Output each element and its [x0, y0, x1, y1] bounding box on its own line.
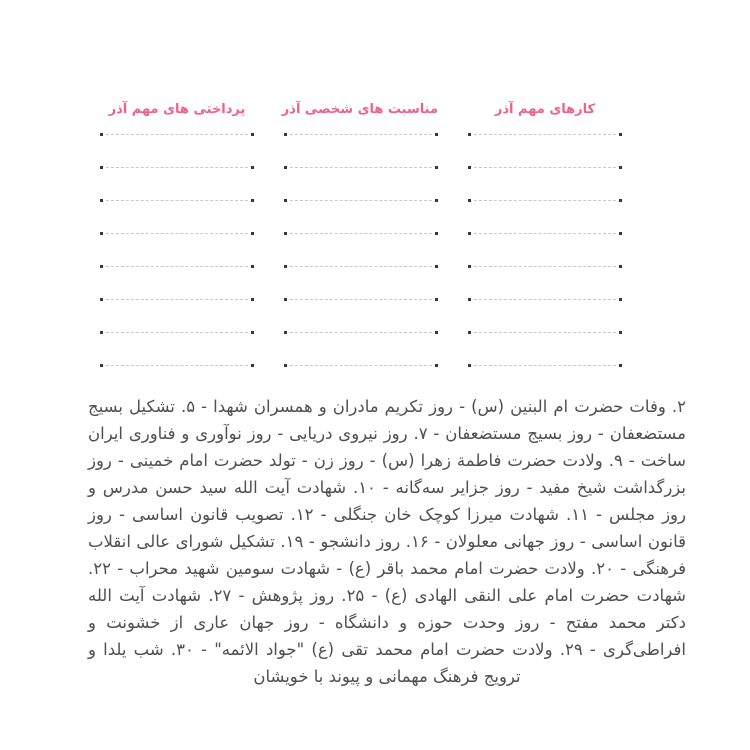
line-end-dot — [284, 133, 287, 136]
line-end-dot — [251, 199, 254, 202]
line-end-dot — [468, 364, 471, 367]
column-important-tasks — [468, 100, 622, 397]
writing-line — [100, 298, 254, 331]
line-end-dot — [468, 133, 471, 136]
line-end-dot — [435, 331, 438, 334]
column-title-important-payments: پرداختی های مهم آذر — [108, 102, 246, 117]
line-end-dot — [284, 298, 287, 301]
line-end-dot — [251, 133, 254, 136]
line-end-dot — [435, 364, 438, 367]
planner-columns — [100, 100, 622, 397]
column-important-payments — [100, 100, 254, 397]
line-end-dot — [251, 166, 254, 169]
writing-lines-personal-occasions — [284, 133, 438, 397]
line-end-dot — [100, 133, 103, 136]
line-end-dot — [619, 166, 622, 169]
column-title-important-tasks: کارهای مهم آذر — [494, 102, 596, 117]
writing-line — [468, 298, 622, 331]
writing-line — [468, 133, 622, 166]
writing-line — [100, 265, 254, 298]
writing-line — [100, 166, 254, 199]
writing-line — [468, 265, 622, 298]
line-end-dot — [619, 331, 622, 334]
writing-line — [100, 199, 254, 232]
writing-line — [100, 232, 254, 265]
writing-line — [284, 232, 438, 265]
writing-line — [284, 199, 438, 232]
writing-lines-important-payments — [100, 133, 254, 397]
line-end-dot — [619, 232, 622, 235]
column-personal-occasions — [281, 100, 438, 397]
line-end-dot — [619, 133, 622, 136]
line-end-dot — [100, 331, 103, 334]
writing-line — [284, 265, 438, 298]
writing-line — [100, 133, 254, 166]
line-end-dot — [100, 265, 103, 268]
line-end-dot — [435, 265, 438, 268]
writing-line — [284, 133, 438, 166]
line-end-dot — [435, 199, 438, 202]
line-end-dot — [284, 232, 287, 235]
line-end-dot — [100, 364, 103, 367]
line-end-dot — [468, 331, 471, 334]
line-end-dot — [251, 331, 254, 334]
writing-lines-important-tasks — [468, 133, 622, 397]
line-end-dot — [284, 199, 287, 202]
line-end-dot — [284, 265, 287, 268]
line-end-dot — [100, 232, 103, 235]
line-end-dot — [284, 331, 287, 334]
line-end-dot — [468, 298, 471, 301]
writing-line — [284, 166, 438, 199]
line-end-dot — [251, 364, 254, 367]
line-end-dot — [468, 199, 471, 202]
writing-line — [100, 331, 254, 364]
line-end-dot — [284, 166, 287, 169]
writing-line — [468, 199, 622, 232]
line-end-dot — [100, 199, 103, 202]
writing-line — [284, 331, 438, 364]
line-end-dot — [619, 364, 622, 367]
line-end-dot — [100, 298, 103, 301]
line-end-dot — [251, 265, 254, 268]
line-end-dot — [435, 133, 438, 136]
writing-line — [468, 232, 622, 265]
line-end-dot — [468, 166, 471, 169]
line-end-dot — [435, 166, 438, 169]
line-end-dot — [468, 265, 471, 268]
line-end-dot — [619, 298, 622, 301]
line-end-dot — [100, 166, 103, 169]
line-end-dot — [284, 364, 287, 367]
writing-line — [468, 331, 622, 364]
writing-line — [468, 166, 622, 199]
line-end-dot — [251, 232, 254, 235]
line-end-dot — [435, 232, 438, 235]
line-end-dot — [468, 232, 471, 235]
line-end-dot — [435, 298, 438, 301]
monthly-occasions-text: ۲. وفات حضرت ام البنین (س) - روز تکریم مادران و همسران شهدا - ۵. تشکیل بسیج مستضعفان - روز بسیج مستضعفان - ۷. روز نیروی دریایی - روز نوآوری و فناوری ایران ساخت - ۹. ولادت حضرت فاطمة زهرا (س) - روز زن - تولد حضرت امام خمینی - روز بزرگداشت شیخ مفید - روز جزایر سه‌گانه - ۱۰. شهادت آیت الله سید حسن مدرس و روز مجلس - ۱۱. شهادت میرزا کوچک خان جنگلی - ۱۲. تصویب قانون اساسی - روز قانون اساسی - روز جهانی معلولان - ۱۶. روز دانشجو - ۱۹. تشکیل شورای عالی انقلاب فرهنگی - ۲۰. ولادت حضرت امام محمد باقر (ع) - شهادت سومین شهید محراب - ۲۲. شهادت حضرت امام علی النقی الهادی (ع) - ۲۵. روز پژوهش - ۲۷. شهادت آیت الله دکتر محمد مفتح - روز وحدت حوزه و دانشگاه - روز جهان عاری از خشونت و افراطی‌گری - ۲۹. ولادت حضرت امام محمد تقی (ع) "جواد الائمه" - ۳۰. شب یلدا و ترویج فرهنگ مهمانی و پیوند با خویشان — [88, 396, 687, 686]
writing-line — [284, 298, 438, 331]
line-end-dot — [619, 265, 622, 268]
column-title-personal-occasions: مناسبت های شخصی آذر — [281, 102, 438, 117]
line-end-dot — [619, 199, 622, 202]
line-end-dot — [251, 298, 254, 301]
